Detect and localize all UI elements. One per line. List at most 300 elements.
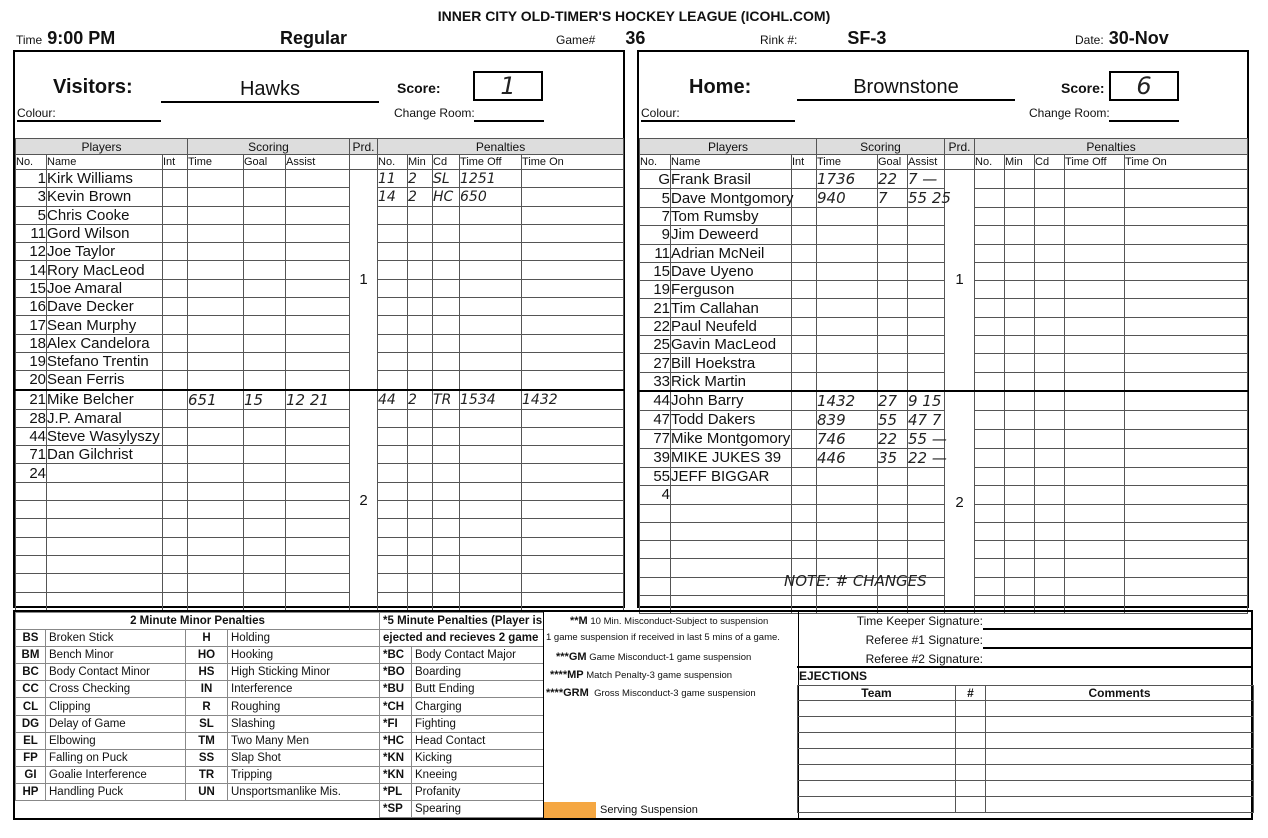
referee1-signature-line — [983, 647, 1251, 649]
player-int — [163, 409, 188, 427]
roster-row — [640, 467, 1248, 485]
penalty-min — [408, 352, 433, 370]
col-goal: Goal — [244, 155, 286, 170]
score-goal — [244, 464, 286, 482]
score-time — [817, 244, 878, 262]
minor-title: 2 Minute Minor Penalties — [16, 613, 380, 630]
player-int — [792, 208, 817, 226]
score-assist — [908, 299, 945, 317]
penalty-description: Cross Checking — [46, 681, 186, 698]
player-number: 4 — [640, 486, 671, 504]
score-goal — [244, 188, 286, 206]
roster-row — [16, 316, 624, 334]
penalty-time-on — [522, 352, 624, 370]
player-number: 44 — [16, 427, 47, 445]
ejection-cell — [798, 717, 956, 733]
ejection-cell — [986, 765, 1254, 781]
major-penalty-row — [380, 647, 544, 664]
penalty-code — [1035, 391, 1065, 411]
player-int — [792, 504, 817, 522]
score-assist — [286, 316, 350, 334]
roster-row — [16, 261, 624, 279]
roster-row — [16, 427, 624, 445]
penalty-code: IN — [186, 681, 228, 698]
penalty-description: Delay of Game — [46, 715, 186, 732]
score-time: 1736 — [817, 170, 878, 189]
penalty-code — [433, 519, 460, 537]
col-time-on: Time On — [522, 155, 624, 170]
player-int — [163, 206, 188, 224]
penalty-time-off — [460, 261, 522, 279]
player-int — [792, 410, 817, 429]
player-int — [163, 170, 188, 188]
penalty-no — [975, 226, 1005, 244]
player-int — [163, 279, 188, 297]
score-assist — [908, 336, 945, 354]
penalty-description: Charging — [412, 698, 544, 715]
home-grid — [639, 138, 1248, 614]
penalty-description: Clipping — [46, 698, 186, 715]
home-team-name: Brownstone — [797, 76, 1015, 101]
penalty-min — [1005, 354, 1035, 372]
home-colour: Colour: — [641, 106, 795, 122]
penalty-time-on — [522, 501, 624, 519]
roster-row — [640, 541, 1248, 559]
penalty-time-on — [1125, 448, 1248, 467]
penalty-time-on — [1125, 486, 1248, 504]
penalty-code — [1035, 410, 1065, 429]
penalty-no — [378, 316, 408, 334]
penalty-no — [975, 336, 1005, 354]
player-name: Gavin MacLeod — [671, 336, 792, 354]
major-penalty-row — [380, 664, 544, 681]
penalty-time-on — [1125, 391, 1248, 411]
penalty-time-off — [460, 592, 522, 610]
penalty-time-off — [460, 206, 522, 224]
roster-row — [640, 522, 1248, 540]
minor-penalty-row — [16, 749, 380, 766]
score-goal — [244, 298, 286, 316]
score-goal — [878, 541, 908, 559]
player-int — [163, 555, 188, 573]
score-goal — [244, 334, 286, 352]
penalty-description: Boarding — [412, 664, 544, 681]
score-time — [188, 519, 244, 537]
score-goal: 27 — [878, 391, 908, 411]
penalty-time-off — [460, 334, 522, 352]
penalty-time-on — [1125, 189, 1248, 208]
score-assist — [286, 334, 350, 352]
player-name: Joe Taylor — [47, 243, 163, 261]
penalty-time-off — [1065, 541, 1125, 559]
roster-row — [16, 371, 624, 390]
score-time — [188, 446, 244, 464]
ejections-title: EJECTIONS — [799, 669, 868, 683]
score-assist: 55 — — [908, 429, 947, 448]
penalty-min — [1005, 541, 1035, 559]
col-cd: Cd — [1035, 155, 1065, 170]
penalty-code: *CH — [380, 698, 412, 715]
home-label: Home: — [689, 76, 752, 98]
penalty-time-on — [522, 261, 624, 279]
referee1-signature-label: Referee #1 Signature: — [865, 633, 983, 647]
major-penalty-row — [380, 766, 544, 783]
player-int — [792, 244, 817, 262]
player-name: MIKE JUKES 39 — [671, 448, 792, 467]
penalty-min — [1005, 372, 1035, 391]
roster-row — [16, 188, 624, 206]
player-name: J.P. Amaral — [47, 409, 163, 427]
penalty-code: *KN — [380, 749, 412, 766]
score-assist — [908, 226, 945, 244]
major-penalty-row — [380, 715, 544, 732]
score-time — [188, 592, 244, 610]
penalty-min: 2 — [408, 170, 433, 188]
penalty-time-on — [522, 519, 624, 537]
col-name: Name — [47, 155, 163, 170]
score-assist — [908, 354, 945, 372]
penalty-code: BC — [16, 664, 46, 681]
minor-penalty-row — [16, 783, 380, 800]
player-name: Dave Uyeno — [671, 262, 792, 280]
penalty-min — [1005, 208, 1035, 226]
player-number: 19 — [640, 281, 671, 299]
player-int — [792, 372, 817, 391]
ejection-cell — [956, 733, 986, 749]
penalty-time-on — [522, 574, 624, 592]
misconduct-panel: **M 10 Min. Misconduct-Subject to suspension 1 game suspension if received in last 5 mins of a game. ***GM Game Misconduct-1 game suspension ****MP Match Penalty-3 game suspension ****GRM Gross Misconduct-3 game suspension Serving Suspension — [543, 612, 799, 818]
penalty-min — [1005, 429, 1035, 448]
penalty-no — [975, 262, 1005, 280]
visitors-label: Visitors: — [53, 76, 133, 98]
penalty-code — [433, 446, 460, 464]
score-assist — [908, 244, 945, 262]
penalty-code — [1035, 372, 1065, 391]
penalty-time-on — [522, 279, 624, 297]
penalty-code — [1035, 559, 1065, 577]
penalty-min — [1005, 486, 1035, 504]
penalty-description: Body Contact Major — [412, 647, 544, 664]
ejection-cell — [798, 733, 956, 749]
score-goal — [244, 482, 286, 500]
penalty-code: *BU — [380, 681, 412, 698]
penalty-time-on — [1125, 299, 1248, 317]
player-number — [640, 541, 671, 559]
score-goal — [244, 555, 286, 573]
player-number — [16, 519, 47, 537]
player-int — [792, 391, 817, 411]
roster-row — [640, 429, 1248, 448]
score-assist — [286, 482, 350, 500]
roster-row — [16, 243, 624, 261]
penalty-code: TM — [186, 732, 228, 749]
penalty-time-on — [1125, 410, 1248, 429]
penalty-time-on — [522, 206, 624, 224]
score-goal — [244, 446, 286, 464]
col-assist: Assist — [908, 155, 945, 170]
penalty-no — [975, 559, 1005, 577]
player-int — [163, 243, 188, 261]
penalty-time-off — [1065, 317, 1125, 335]
ejection-cell — [986, 701, 1254, 717]
player-int — [163, 298, 188, 316]
penalty-no — [975, 208, 1005, 226]
player-number: 47 — [640, 410, 671, 429]
penalty-time-off — [460, 279, 522, 297]
penalty-no — [975, 577, 1005, 595]
score-assist — [286, 574, 350, 592]
player-number: 21 — [16, 390, 47, 410]
penalty-time-off — [1065, 559, 1125, 577]
penalty-no — [378, 592, 408, 610]
game-number-field: Game# 36 — [556, 28, 646, 48]
score-assist — [286, 188, 350, 206]
league-title: INNER CITY OLD-TIMER'S HOCKEY LEAGUE (ICOHL.COM) — [437, 8, 831, 24]
players-header: Players — [16, 139, 188, 155]
player-number: 12 — [16, 243, 47, 261]
penalty-code: CC — [16, 681, 46, 698]
penalty-time-off — [1065, 522, 1125, 540]
score-assist: 55 25 — [908, 189, 951, 207]
player-name: Chris Cooke — [47, 206, 163, 224]
penalty-time-on — [1125, 317, 1248, 335]
penalty-min — [1005, 281, 1035, 299]
score-time: 1432 — [817, 391, 878, 411]
player-name: Joe Amaral — [47, 279, 163, 297]
major-penalty-row — [380, 749, 544, 766]
penalty-time-off — [460, 371, 522, 390]
player-int — [163, 352, 188, 370]
penalty-code — [1035, 336, 1065, 354]
score-goal: 22 — [878, 429, 908, 448]
penalty-time-on — [1125, 281, 1248, 299]
game-type: Regular — [280, 28, 348, 48]
penalty-code — [1035, 189, 1065, 208]
roster-row — [16, 482, 624, 500]
penalty-description: High Sticking Minor — [228, 664, 380, 681]
penalty-code — [1035, 281, 1065, 299]
penalty-description: Slashing — [228, 715, 380, 732]
ejection-cell — [798, 749, 956, 765]
score-assist: 47 7 — [908, 410, 945, 429]
player-name: Kirk Williams — [47, 170, 163, 188]
score-goal — [878, 317, 908, 335]
score-goal — [244, 574, 286, 592]
penalty-no — [378, 206, 408, 224]
penalty-description: Profanity — [412, 783, 544, 800]
score-time: 839 — [817, 410, 878, 429]
player-number: 7 — [640, 208, 671, 226]
player-number: 3 — [16, 188, 47, 206]
penalty-no: 14 — [378, 188, 408, 206]
period-cell: 2 — [350, 390, 378, 611]
player-name — [671, 577, 792, 595]
score-time — [817, 486, 878, 504]
player-name: Gord Wilson — [47, 224, 163, 242]
player-name: Adrian McNeil — [671, 244, 792, 262]
score-assist — [908, 541, 945, 559]
penalty-description: Interference — [228, 681, 380, 698]
score-goal: 7 — [878, 189, 908, 208]
penalty-legend — [13, 610, 1253, 820]
score-goal — [244, 316, 286, 334]
player-int — [792, 467, 817, 485]
penalty-description: Tripping — [228, 766, 380, 783]
penalty-time-off — [460, 243, 522, 261]
roster-row — [16, 334, 624, 352]
score-time — [817, 354, 878, 372]
penalty-no — [378, 537, 408, 555]
penalty-min — [408, 298, 433, 316]
score-time — [817, 504, 878, 522]
score-time — [188, 464, 244, 482]
score-assist — [286, 537, 350, 555]
period-cell: 2 — [945, 391, 975, 614]
penalty-no — [975, 170, 1005, 189]
penalty-description: Goalie Interference — [46, 766, 186, 783]
penalty-time-off — [1065, 336, 1125, 354]
penalty-code: SS — [186, 749, 228, 766]
penalty-time-on — [1125, 429, 1248, 448]
col-time: Time — [817, 155, 878, 170]
penalty-code: *BC — [380, 647, 412, 664]
penalty-time-on — [1125, 467, 1248, 485]
roster-row — [16, 170, 624, 188]
score-assist — [908, 317, 945, 335]
penalty-time-on — [522, 188, 624, 206]
penalty-code: HS — [186, 664, 228, 681]
major-penalty-row — [380, 732, 544, 749]
ejection-cell — [798, 701, 956, 717]
penalty-time-on — [1125, 336, 1248, 354]
score-time: 746 — [817, 429, 878, 448]
player-number: 16 — [16, 298, 47, 316]
penalty-no — [975, 448, 1005, 467]
timekeeper-signature-line — [983, 628, 1251, 630]
col-pen-no: No. — [378, 155, 408, 170]
penalty-time-on — [522, 537, 624, 555]
col-prd — [350, 155, 378, 170]
penalty-time-off — [460, 537, 522, 555]
player-number: 21 — [640, 299, 671, 317]
roster-row — [640, 354, 1248, 372]
score-goal — [244, 206, 286, 224]
penalty-min — [1005, 522, 1035, 540]
penalty-time-off — [1065, 448, 1125, 467]
penalty-code: FP — [16, 749, 46, 766]
score-goal: 15 — [244, 390, 286, 410]
penalty-code: *BO — [380, 664, 412, 681]
penalty-time-off — [460, 352, 522, 370]
penalty-time-off — [1065, 281, 1125, 299]
score-assist — [286, 352, 350, 370]
ejection-cell — [798, 781, 956, 797]
player-number: 19 — [16, 352, 47, 370]
penalty-time-off — [1065, 577, 1125, 595]
penalty-min — [1005, 448, 1035, 467]
penalty-code: R — [186, 698, 228, 715]
penalty-code — [1035, 299, 1065, 317]
player-int — [163, 592, 188, 610]
score-goal — [244, 519, 286, 537]
score-time — [188, 206, 244, 224]
visitors-change-room-line — [474, 120, 544, 122]
penalty-time-off — [460, 316, 522, 334]
penalty-no: 44 — [378, 390, 408, 410]
minor-penalty-row — [16, 630, 380, 647]
penalty-code — [1035, 504, 1065, 522]
score-time — [188, 243, 244, 261]
player-int — [792, 336, 817, 354]
home-change-room: Change Room: — [1029, 106, 1110, 120]
penalty-code — [1035, 541, 1065, 559]
score-time — [188, 482, 244, 500]
scoring-header: Scoring — [817, 139, 945, 155]
penalty-time-on — [522, 243, 624, 261]
penalty-time-on — [1125, 262, 1248, 280]
score-time — [188, 188, 244, 206]
score-time: 651 — [188, 390, 244, 410]
ejections-number-header: # — [956, 686, 986, 701]
ejection-cell — [798, 765, 956, 781]
player-number — [640, 504, 671, 522]
score-assist — [286, 170, 350, 188]
scoring-header: Scoring — [188, 139, 350, 155]
penalty-time-off — [1065, 429, 1125, 448]
penalty-time-on: 1432 — [522, 390, 624, 410]
player-int — [792, 317, 817, 335]
penalty-code: CL — [16, 698, 46, 715]
penalty-min — [408, 279, 433, 297]
penalty-code — [433, 555, 460, 573]
minor-penalty-row — [16, 681, 380, 698]
score-assist — [286, 446, 350, 464]
serving-suspension-swatch — [544, 802, 596, 818]
penalty-time-on — [1125, 226, 1248, 244]
player-name: Rick Martin — [671, 372, 792, 391]
player-int — [163, 464, 188, 482]
ejection-cell — [798, 797, 956, 813]
players-header: Players — [640, 139, 817, 155]
roster-row — [640, 559, 1248, 577]
player-name: Tom Rumsby — [671, 208, 792, 226]
visitors-colour: Colour: — [17, 106, 161, 122]
penalty-no — [378, 482, 408, 500]
penalty-no — [975, 189, 1005, 208]
roster-row — [16, 537, 624, 555]
player-name: Bill Hoekstra — [671, 354, 792, 372]
roster-row — [640, 577, 1248, 595]
penalty-time-off: 650 — [460, 188, 522, 206]
score-time: 940 — [817, 189, 878, 208]
penalty-time-on — [522, 464, 624, 482]
col-int: Int — [792, 155, 817, 170]
visitors-grid — [15, 138, 624, 611]
player-name: Todd Dakers — [671, 410, 792, 429]
roster-row — [640, 317, 1248, 335]
penalty-code: BM — [16, 647, 46, 664]
score-time — [188, 334, 244, 352]
score-assist: 22 — — [908, 448, 947, 467]
penalty-time-on — [522, 334, 624, 352]
score-time — [817, 208, 878, 226]
score-assist — [286, 261, 350, 279]
penalty-no — [975, 504, 1005, 522]
penalty-min — [1005, 559, 1035, 577]
roster-row — [16, 592, 624, 610]
ejections-comments-header: Comments — [986, 686, 1254, 701]
col-pen-no: No. — [975, 155, 1005, 170]
